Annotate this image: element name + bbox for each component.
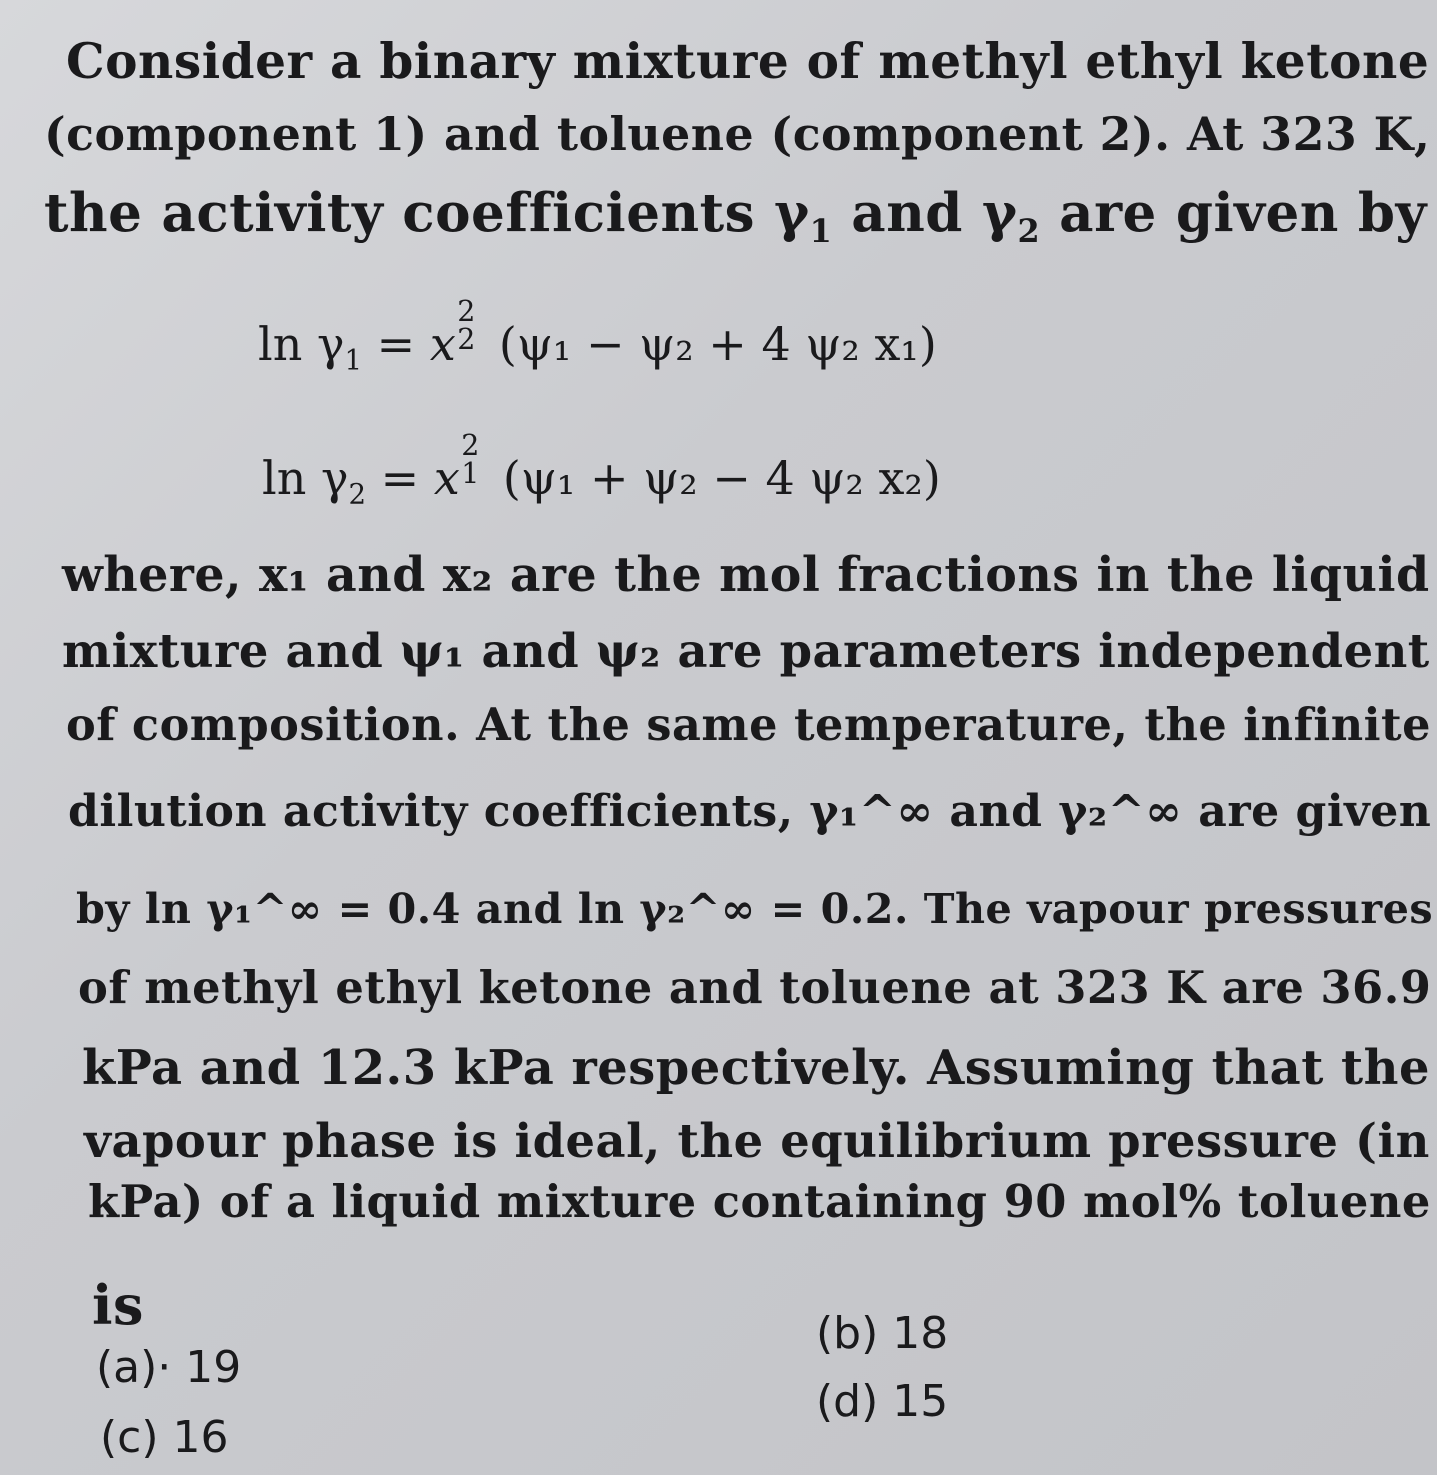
question-line-8: by ln γ₁^∞ = 0.4 and ln γ₂^∞ = 0.2. The vapour pressures (76, 884, 1434, 933)
question-line-9: of methyl ethyl ketone and toluene at 323 K are 36.9 (78, 961, 1432, 1014)
question-line-5: mixture and ψ₁ and ψ₂ are parameters independent (62, 623, 1430, 678)
question-line-2: (component 1) and toluene (component 2). At 323 K, (44, 107, 1431, 161)
question-line-7: dilution activity coefficients, γ₁^∞ and γ₂^∞ are given (68, 786, 1432, 837)
option-a[interactable]: (a)· 19 (96, 1342, 242, 1393)
question-line-10: kPa and 12.3 kPa respectively. Assuming that the (82, 1040, 1431, 1096)
question-line-3: the activity coefficients $\gamma_1$ and $\gamma_2$ are given by (44, 181, 1427, 251)
option-b[interactable]: (b) 18 (816, 1308, 949, 1359)
equation-ln-gamma-2: $\ln \gamma_2 = x$ 2 1 (ψ₁ + ψ₂ − 4 ψ₂ x₂) (262, 429, 941, 511)
question-line-13: is (92, 1273, 144, 1337)
question-line-11: vapour phase is ideal, the equilibrium pressure (in (84, 1113, 1430, 1168)
option-d[interactable]: (d) 15 (816, 1376, 949, 1427)
equation-ln-gamma-1: $\ln \gamma_1 = x$ 2 2 (ψ₁ − ψ₂ + 4 ψ₂ x₁) (258, 295, 937, 377)
option-c[interactable]: (c) 16 (100, 1412, 229, 1463)
question-line-12: kPa) of a liquid mixture containing 90 mol% toluene (88, 1175, 1431, 1228)
question-line-1: Consider a binary mixture of methyl ethyl ketone (66, 33, 1430, 90)
question-line-6: of composition. At the same temperature, the infinite (66, 698, 1431, 751)
question-line-4: where, x₁ and x₂ are the mol fractions in the liquid (62, 547, 1430, 603)
